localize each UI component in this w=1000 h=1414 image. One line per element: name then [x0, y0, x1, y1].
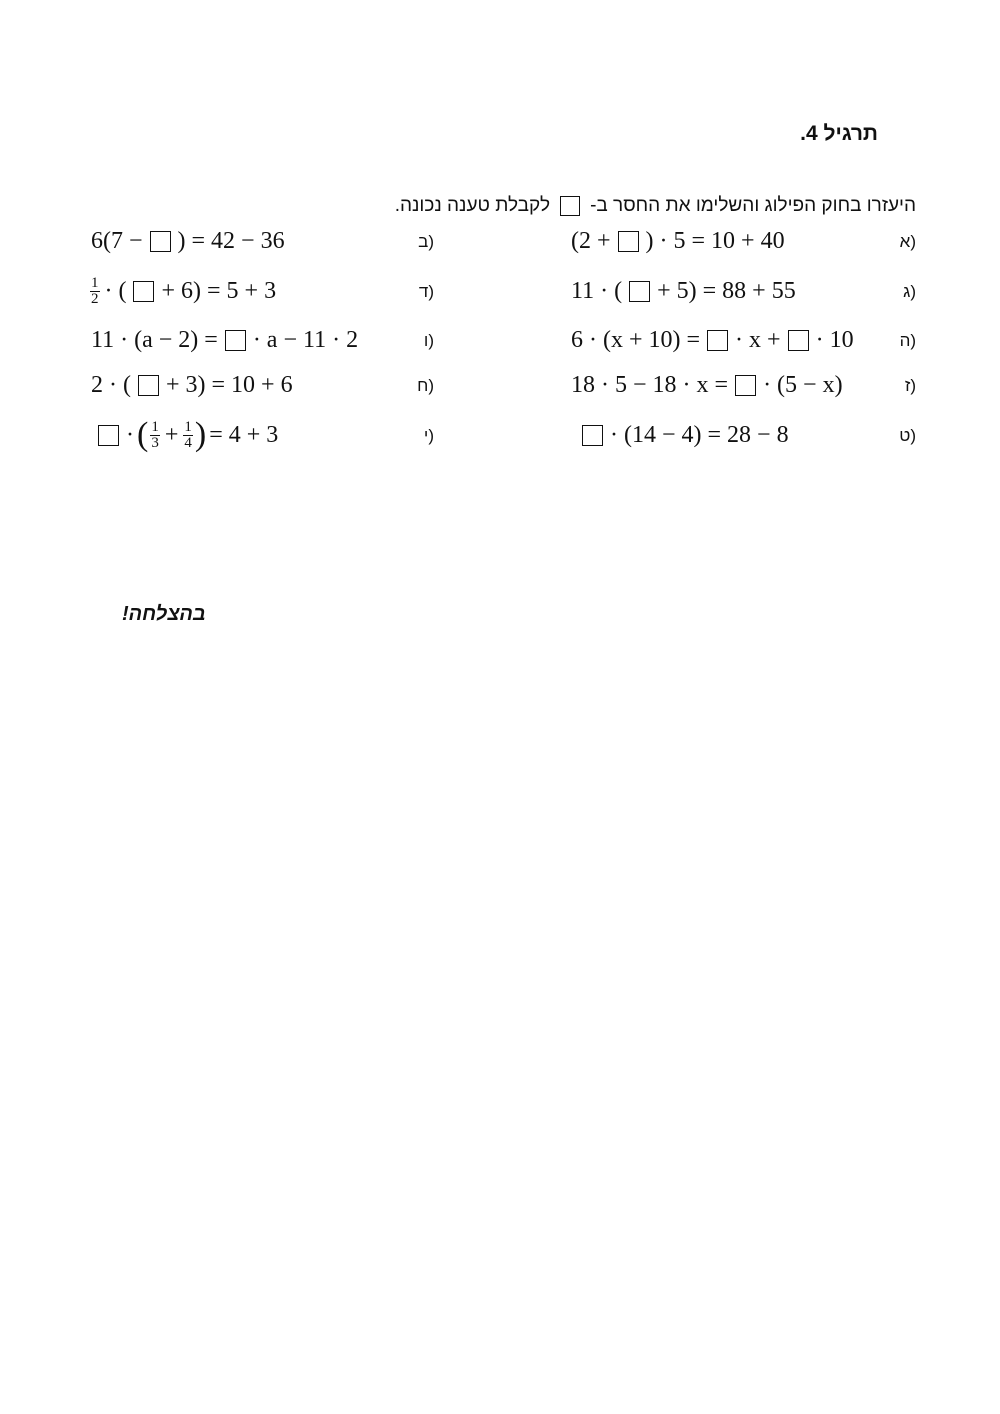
fraction-third [150, 420, 160, 451]
label-d: (ד [418, 282, 434, 301]
equation-d-part1: · ( [104, 277, 127, 304]
equation-e-part1: 6 · (x + 10) = [571, 326, 701, 353]
equation-b-part2: ) = 42 − 36 [177, 227, 285, 254]
instruction-after: לקבלת טענה נכונה. [394, 195, 551, 216]
equation-d [88, 276, 279, 306]
equation-b [88, 226, 288, 256]
equation-e [568, 325, 857, 355]
fraction-half-denominator: 2 [91, 290, 99, 307]
equation-f [88, 325, 361, 355]
equation-h-part1: 2 · ( [91, 371, 131, 398]
label-h: (ח [417, 376, 434, 395]
equation-g [568, 370, 846, 400]
equation-d-part2: + 6) = 5 + 3 [161, 277, 277, 304]
exercise-title: תרגיל 4. [800, 122, 878, 145]
answer-box-e2[interactable] [788, 330, 809, 351]
label-e: (ה [899, 331, 916, 350]
label-b: (ב [418, 232, 434, 251]
fraction-quarter [183, 420, 193, 451]
label-f: (ו [423, 331, 434, 350]
fraction-quarter-denominator: 4 [184, 434, 192, 451]
answer-box-c[interactable] [629, 281, 650, 302]
equation-j-part1: · [126, 421, 134, 448]
equation-f-part1: 11 · (a − 2) = [91, 326, 218, 353]
label-a: (א [899, 232, 916, 251]
label-j: (י [423, 426, 434, 445]
label-i: (ט [899, 426, 916, 445]
equation-a-part1: (2 + [571, 227, 611, 254]
equation-c [568, 276, 799, 306]
label-c: (ג [903, 282, 916, 301]
answer-box-j[interactable] [98, 425, 119, 446]
answer-box-g[interactable] [735, 375, 756, 396]
equation-f-part2: · a − 11 · 2 [252, 326, 359, 353]
equation-a [568, 226, 788, 256]
label-g: (ז [904, 376, 916, 395]
equation-j-plus: + [164, 421, 179, 448]
fraction-quarter-numerator: 1 [184, 418, 192, 435]
equation-i [578, 420, 792, 450]
good-luck-text: בהצלחה! [122, 603, 206, 625]
instruction-text [395, 195, 916, 217]
fraction-third-denominator: 3 [151, 434, 159, 451]
answer-box-f[interactable] [225, 330, 246, 351]
answer-box-h[interactable] [138, 375, 159, 396]
answer-box-e1[interactable] [707, 330, 728, 351]
blank-box-icon [560, 196, 580, 216]
equation-c-part2: + 5) = 88 + 55 [657, 277, 796, 304]
right-paren-icon: ) [194, 416, 207, 453]
fraction-half [90, 276, 100, 307]
equation-b-part1: 6(7 − [91, 227, 143, 254]
equation-c-part1: 11 · ( [571, 277, 623, 304]
equation-e-part2: · x + [735, 326, 781, 353]
equation-g-part1: 18 · 5 − 18 · x = [571, 371, 729, 398]
equation-j [94, 416, 281, 453]
answer-box-i[interactable] [582, 425, 603, 446]
answer-box-a[interactable] [618, 231, 639, 252]
equation-h [88, 370, 296, 400]
equation-i-part1: · (14 − 4) = 28 − 8 [610, 421, 789, 448]
equation-g-part2: · (5 − x) [763, 371, 843, 398]
answer-box-b[interactable] [150, 231, 171, 252]
equation-a-part2: ) · 5 = 10 + 40 [645, 227, 785, 254]
equation-e-part3: · 10 [815, 326, 854, 353]
fraction-half-numerator: 1 [91, 274, 99, 291]
equation-h-part2: + 3) = 10 + 6 [165, 371, 293, 398]
instruction-before: היעזרו בחוק הפילוג והשלימו את החסר ב- [590, 195, 916, 216]
left-paren-icon: ( [137, 416, 149, 453]
answer-box-d[interactable] [133, 281, 154, 302]
equation-j-part2: = 4 + 3 [209, 421, 279, 448]
fraction-third-numerator: 1 [151, 418, 159, 435]
